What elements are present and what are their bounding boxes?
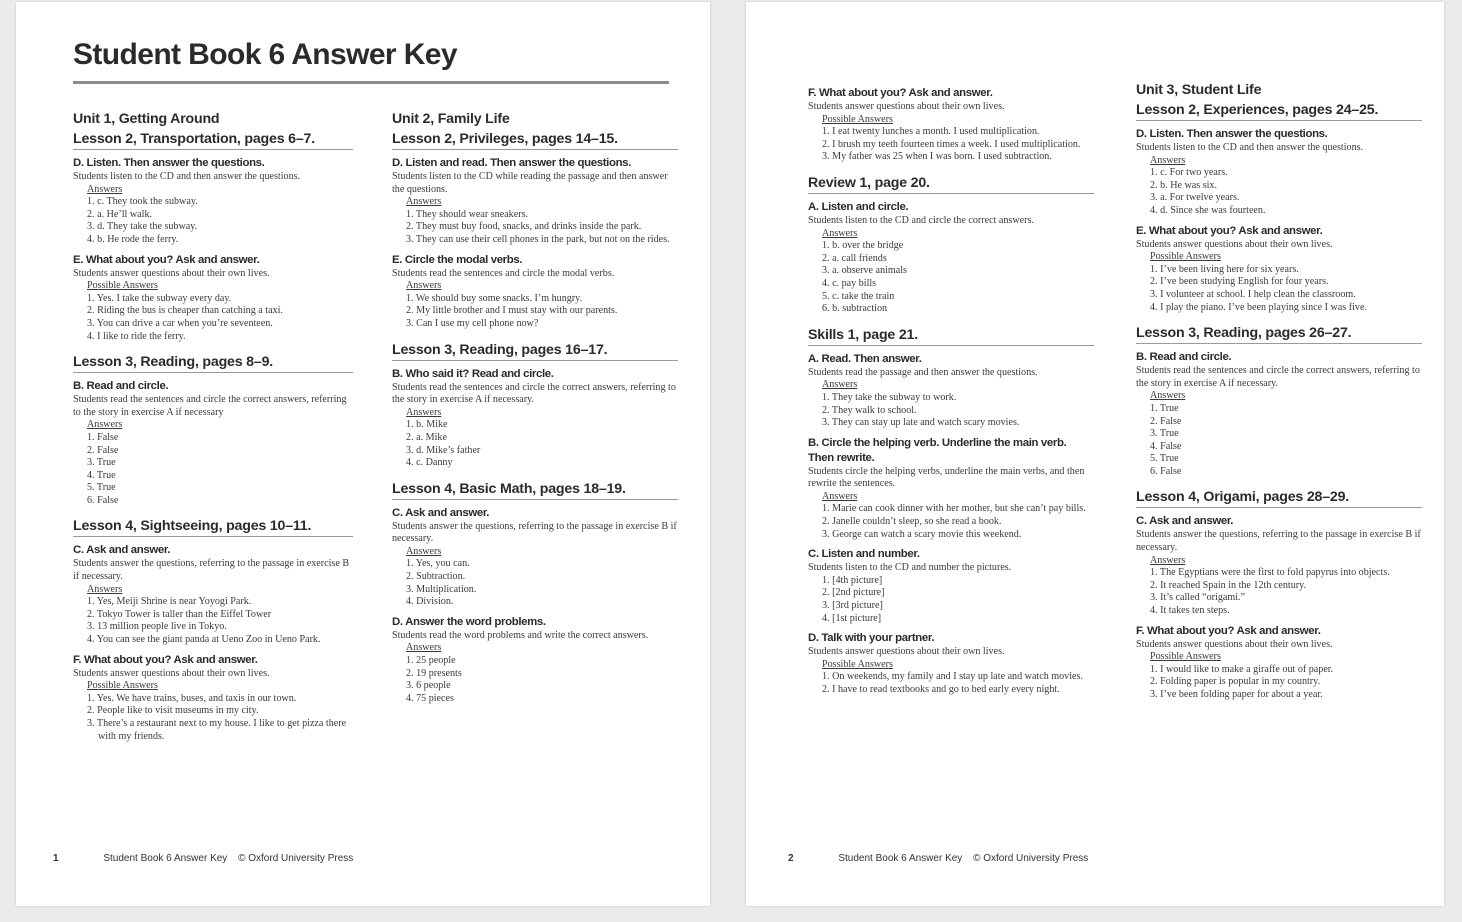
answer-item: 3. d. Mike’s father	[406, 444, 481, 456]
section	[392, 109, 678, 331]
exercise-title: A. Read. Then answer.	[808, 352, 922, 365]
answer-item: 4. You can see the giant panda at Ueno Zoo in Ueno Park.	[87, 634, 321, 646]
section-rule	[73, 372, 353, 373]
answer-item: 2. Tokyo Tower is taller than the Eiffel Tower	[87, 608, 272, 620]
exercise-instructions: Students read the sentences and circle the modal verbs.	[392, 267, 615, 279]
footer-label: Student Book 6 Answer Key	[103, 853, 228, 864]
section-rule	[73, 149, 353, 150]
answer-item: 3. a. For twelve years.	[1150, 192, 1240, 204]
answer-item: 1. c. They took the subway.	[87, 196, 198, 208]
exercise-instructions: Students answer questions about their own lives.	[73, 267, 270, 279]
answer-item: 2. a. He’ll walk.	[87, 208, 153, 220]
exercise	[73, 543, 353, 646]
exercise-title: C. Listen and number.	[808, 548, 920, 561]
exercise-instructions: Students answer questions about their own lives.	[1136, 638, 1333, 650]
page-footer	[53, 853, 353, 864]
answer-item: 2. False	[1150, 415, 1182, 427]
answer-item: 4. 75 pieces	[406, 692, 454, 704]
exercise	[392, 506, 678, 609]
page-1	[16, 2, 710, 906]
answer-list	[808, 228, 1094, 316]
footer-label: Student Book 6 Answer Key	[838, 853, 963, 864]
exercise-instructions: Students read the sentences and circle the correct answers, referring to the story in exercise A if necessary.	[392, 381, 676, 406]
exercise-instructions: Students answer questions about their own lives.	[808, 101, 1005, 112]
answer-item: 2. Janelle couldn’t sleep, so she read a book.	[822, 516, 1002, 528]
exercise-instructions: Students answer the questions, referring to the passage in exercise B if necessary.	[73, 558, 350, 583]
answers-heading: Answers	[1150, 154, 1186, 166]
answer-item: 3. They can use their cell phones in the park, but not on the rides.	[406, 233, 670, 245]
exercise	[73, 156, 353, 247]
exercise-title: E. What about you? Ask and answer.	[1136, 224, 1323, 237]
footer-copyright: © Oxford University Press	[238, 853, 354, 864]
answer-item: 3. I volunteer at school. I help clean the classroom.	[1150, 288, 1356, 300]
page-number: 1	[53, 853, 59, 864]
answer-item: 3. My father was 25 when I was born. I used subtraction.	[822, 151, 1052, 163]
page-number: 2	[788, 853, 794, 864]
answer-item: 2. b. He was six.	[1150, 179, 1218, 191]
unit-title: Unit 2, Family Life	[392, 111, 510, 127]
answer-list	[73, 184, 353, 247]
answer-item: 3. It’s called “origami.”	[1150, 592, 1246, 604]
answers-heading: Possible Answers	[87, 680, 158, 692]
section	[1136, 478, 1422, 701]
exercise-title: F. What about you? Ask and answer.	[808, 87, 993, 99]
answers-heading: Possible Answers	[822, 658, 893, 670]
answer-item: 3. I’ve been folding paper for about a year.	[1150, 689, 1323, 700]
column-3	[808, 80, 1094, 697]
answers-heading: Answers	[406, 196, 442, 208]
answer-item: 2. I’ve been studying English for four years.	[1150, 276, 1329, 288]
section	[392, 470, 678, 706]
exercise-title: D. Answer the word problems.	[392, 615, 546, 628]
answer-item: 1. b. Mike	[406, 419, 448, 431]
exercise-instructions: Students listen to the CD and circle the correct answers.	[808, 214, 1034, 226]
answer-item: 4. d. Since she was fourteen.	[1150, 204, 1266, 216]
exercise	[1136, 350, 1422, 478]
answer-list	[392, 196, 678, 246]
answer-item: 1. I eat twenty lunches a month. I used multiplication.	[822, 126, 1040, 138]
answers-heading: Answers	[406, 406, 442, 418]
exercise-title: E. Circle the modal verbs.	[392, 253, 523, 266]
answers-heading: Answers	[1150, 390, 1186, 402]
answer-item: 5. c. take the train	[822, 290, 895, 302]
answer-item: 4. I play the piano. I’ve been playing since I was five.	[1150, 301, 1367, 313]
answer-item: 3. They can stay up late and watch scary movies.	[822, 417, 1020, 429]
section-rule	[1136, 120, 1422, 121]
answer-item: 1. Marie can cook dinner with her mother, but she can’t pay bills.	[822, 503, 1086, 515]
answers-heading: Answers	[406, 642, 442, 654]
footer-copyright: © Oxford University Press	[973, 853, 1089, 864]
answers-heading: Answers	[87, 419, 123, 431]
answer-item: 3. 6 people	[406, 680, 451, 692]
lesson-title: Lesson 4, Sightseeing, pages 10–11.	[73, 518, 312, 535]
answer-list	[808, 114, 1094, 164]
answer-item: 1. c. For two years.	[1150, 167, 1228, 179]
exercise	[808, 436, 1094, 542]
answer-item: 1. b. over the bridge	[822, 240, 904, 252]
answer-item: 2. People like to visit museums in my city.	[87, 705, 259, 717]
section-rule	[392, 360, 678, 361]
answers-heading: Answers	[406, 280, 442, 292]
answer-item: 4. False	[1150, 440, 1182, 452]
answers-heading: Possible Answers	[822, 113, 893, 125]
section-rule	[1136, 507, 1422, 508]
answer-list	[808, 659, 1094, 697]
lesson-title: Lesson 2, Privileges, pages 14–15.	[392, 131, 618, 147]
title-rule	[73, 81, 669, 84]
answer-item: 1. We should buy some snacks. I’m hungry.	[406, 292, 583, 304]
answer-item: 5. True	[87, 482, 116, 494]
answer-item: 3. True	[1150, 428, 1179, 440]
answer-item: 1. [4th picture]	[822, 574, 883, 586]
answer-item: 2. My little brother and I must stay with our parents.	[406, 305, 618, 317]
lesson-title: Lesson 3, Reading, pages 26–27.	[1136, 325, 1352, 342]
answers-heading: Possible Answers	[1150, 251, 1221, 263]
lesson-title: Lesson 3, Reading, pages 8–9.	[73, 354, 273, 371]
exercise	[808, 86, 1094, 164]
exercise	[392, 253, 678, 331]
answer-item: 2. a. call friends	[822, 252, 887, 264]
lesson-title: Lesson 3, Reading, pages 16–17.	[392, 341, 608, 358]
exercise-instructions: Students listen to the CD and then answer the questions.	[73, 171, 301, 182]
exercise-title: A. Listen and circle.	[808, 200, 909, 213]
answer-item: 2. I brush my teeth fourteen times a week. I used multiplication.	[822, 138, 1081, 150]
section	[808, 316, 1094, 697]
exercise	[1136, 514, 1422, 617]
answer-item: 3. True	[87, 457, 116, 469]
exercise-title: E. What about you? Ask and answer.	[73, 253, 260, 266]
exercise	[1136, 127, 1422, 218]
answer-item: 2. Subtraction.	[406, 571, 466, 583]
answer-item: 3. George can watch a scary movie this weekend.	[822, 528, 1022, 540]
answer-list	[392, 407, 678, 470]
answer-item: 6. False	[87, 494, 119, 506]
exercise-title: D. Listen and read. Then answer the questions.	[392, 157, 631, 169]
exercise-instructions: Students read the sentences and circle the correct answers, referring to the story in exercise A if necessary.	[1136, 365, 1420, 389]
section-rule	[392, 149, 678, 150]
exercise	[808, 200, 1094, 316]
section	[73, 507, 353, 743]
answer-item: 6. b. subtraction	[822, 303, 888, 315]
answer-item: 4. c. Danny	[406, 457, 453, 469]
answer-list	[1136, 651, 1422, 701]
section	[73, 343, 353, 507]
answers-heading: Answers	[822, 379, 858, 391]
section	[392, 331, 678, 470]
exercise	[392, 615, 678, 706]
exercise	[392, 367, 678, 470]
exercise-title: D. Listen. Then answer the questions.	[73, 157, 265, 169]
exercise-title: C. Ask and answer.	[73, 544, 171, 557]
answer-item: 4. I like to ride the ferry.	[87, 330, 186, 342]
answers-heading: Answers	[406, 545, 442, 557]
exercise	[392, 156, 678, 247]
answer-item: 1. They take the subway to work.	[822, 391, 957, 403]
answer-item: 1. I’ve been living here for six years.	[1150, 263, 1299, 275]
page-footer	[788, 853, 1088, 864]
exercise-instructions: Students circle the helping verbs, underline the main verbs, and then rewrite the sentences.	[808, 465, 1085, 490]
section	[808, 86, 1094, 164]
answer-item: 2. It reached Spain in the 12th century.	[1150, 579, 1307, 591]
answer-item: 4. [1st picture]	[822, 612, 882, 624]
answers-heading: Answers	[822, 227, 858, 239]
answer-list	[73, 419, 353, 507]
answer-item: 3. Multiplication.	[406, 583, 477, 595]
answer-item: 4. Division.	[406, 596, 454, 608]
answer-list	[1136, 155, 1422, 218]
answer-list	[392, 280, 678, 330]
answer-item: 4. It takes ten steps.	[1150, 605, 1230, 617]
exercise-instructions: Students listen to the CD and then answer the questions.	[1136, 142, 1364, 153]
exercise-instructions: Students answer questions about their own lives.	[1136, 238, 1333, 250]
answer-list	[808, 379, 1094, 429]
section	[1136, 80, 1422, 314]
exercise-title: D. Listen. Then answer the questions.	[1136, 128, 1328, 140]
column-4	[1136, 80, 1422, 702]
answer-item: 2. Riding the bus is cheaper than catching a taxi.	[87, 305, 283, 317]
exercise-title: C. Ask and answer.	[1136, 515, 1234, 528]
exercise-instructions: Students answer questions about their own lives.	[808, 646, 1005, 658]
section-rule	[1136, 343, 1422, 344]
section	[1136, 314, 1422, 478]
answer-item: 4. True	[87, 469, 116, 481]
answer-item: 3. Can I use my cell phone now?	[406, 317, 539, 329]
answer-item: 5. True	[1150, 453, 1179, 465]
exercise	[73, 379, 353, 507]
section-rule	[392, 499, 678, 500]
unit-title: Unit 3, Student Life	[1136, 82, 1262, 98]
answer-list	[1136, 555, 1422, 618]
lesson-title: Lesson 2, Transportation, pages 6–7.	[73, 131, 315, 147]
answer-item: 1. The Egyptians were the first to fold papyrus into objects.	[1150, 567, 1390, 579]
section-rule	[73, 536, 353, 537]
lesson-title: Review 1, page 20.	[808, 174, 930, 191]
answer-item: 2. a. Mike	[406, 431, 447, 443]
answer-item: 2. I have to read textbooks and go to bed early every night.	[822, 684, 1060, 695]
answer-item: 3. 13 million people live in Tokyo.	[87, 621, 227, 633]
answer-item: 1. Yes, you can.	[406, 558, 470, 570]
exercise-instructions: Students answer the questions, referring to the passage in exercise B if necessary.	[392, 520, 677, 545]
exercise-title: F. What about you? Ask and answer.	[73, 653, 258, 666]
answer-list	[392, 546, 678, 609]
answer-item: 3. a. observe animals	[822, 265, 907, 277]
answer-item: 2. They must buy food, snacks, and drinks inside the park.	[406, 221, 642, 233]
answer-list	[1136, 251, 1422, 314]
exercise	[808, 631, 1094, 696]
lesson-title: Lesson 4, Origami, pages 28–29.	[1136, 489, 1350, 506]
exercise-instructions: Students listen to the CD while reading the passage and then answer the questions.	[392, 171, 668, 195]
answers-heading: Answers	[87, 583, 123, 595]
answers-heading: Answers	[87, 183, 123, 195]
exercise-title: B. Read and circle.	[73, 380, 169, 393]
exercise-instructions: Students read the passage and then answer the questions.	[808, 366, 1038, 378]
answer-item: 1. Yes, Meiji Shrine is near Yoyogi Park.	[87, 596, 252, 608]
answer-list	[808, 575, 1094, 625]
answers-heading: Answers	[1150, 554, 1186, 566]
exercise	[1136, 224, 1422, 315]
exercise-instructions: Students answer the questions, referring to the passage in exercise B if necessary.	[1136, 529, 1421, 554]
answers-heading: Possible Answers	[87, 280, 158, 292]
answer-item: 2. [2nd picture]	[822, 587, 885, 599]
exercise	[73, 653, 353, 744]
answer-item: 1. I would like to make a giraffe out of paper.	[1150, 663, 1334, 675]
lesson-title: Lesson 4, Basic Math, pages 18–19.	[392, 480, 626, 497]
document-title: Student Book 6 Answer Key	[73, 38, 457, 71]
page-2	[746, 2, 1444, 906]
answer-item: 6. False	[1150, 465, 1182, 477]
answer-item: 1. Yes. We have trains, buses, and taxis in our town.	[87, 692, 297, 704]
exercise	[808, 352, 1094, 430]
answer-item: 1. True	[1150, 402, 1179, 414]
exercise-title: F. What about you? Ask and answer.	[1136, 624, 1321, 637]
exercise	[808, 547, 1094, 625]
answer-item: 3. There’s a restaurant next to my house. I like to get pizza there with my friends.	[87, 718, 347, 742]
answer-item: 1. On weekends, my family and I stay up late and watch movies.	[822, 671, 1083, 683]
answer-item: 2. False	[87, 444, 119, 456]
section-rule	[808, 345, 1094, 346]
exercise	[1136, 624, 1422, 702]
answer-item: 4. b. He rode the ferry.	[87, 233, 179, 245]
exercise-title: B. Read and circle.	[1136, 351, 1232, 364]
answer-list	[73, 584, 353, 647]
answers-heading: Answers	[822, 490, 858, 502]
answer-list	[1136, 390, 1422, 478]
exercise-instructions: Students read the sentences and circle the correct answers, referring to the story in exercise A if necessary	[73, 394, 347, 418]
answer-list	[73, 280, 353, 343]
exercise-title: B. Circle the helping verb. Underline the main verb. Then rewrite.	[808, 436, 1067, 464]
lesson-title: Skills 1, page 21.	[808, 326, 918, 343]
answer-item: 2. Folding paper is popular in my country.	[1150, 676, 1321, 688]
unit-title: Unit 1, Getting Around	[73, 111, 220, 127]
section	[73, 109, 353, 343]
answer-list	[392, 642, 678, 705]
answer-item: 2. 19 presents	[406, 667, 462, 679]
exercise-instructions: Students answer questions about their own lives.	[73, 667, 270, 679]
exercise-instructions: Students listen to the CD and number the pictures.	[808, 562, 1012, 574]
answers-heading: Possible Answers	[1150, 651, 1221, 663]
answer-item: 4. c. pay bills	[822, 277, 877, 289]
exercise-title: D. Talk with your partner.	[808, 632, 935, 645]
section	[808, 164, 1094, 316]
answer-list	[808, 491, 1094, 541]
answer-item: 3. d. They take the subway.	[87, 221, 198, 233]
exercise-instructions: Students read the word problems and write the correct answers.	[392, 629, 649, 641]
answer-item: 1. 25 people	[406, 655, 456, 667]
answer-list	[73, 680, 353, 743]
column-2	[392, 109, 678, 705]
exercise-title: B. Who said it? Read and circle.	[392, 367, 554, 380]
answer-item: 1. They should wear sneakers.	[406, 208, 529, 220]
answer-item: 1. False	[87, 431, 119, 443]
exercise	[73, 253, 353, 344]
answer-item: 3. [3rd picture]	[822, 600, 883, 612]
answer-item: 2. They walk to school.	[822, 404, 917, 416]
section-rule	[808, 193, 1094, 194]
exercise-title: C. Ask and answer.	[392, 506, 490, 519]
answer-item: 3. You can drive a car when you’re seventeen.	[87, 317, 273, 329]
lesson-title: Lesson 2, Experiences, pages 24–25.	[1136, 102, 1379, 118]
answer-item: 1. Yes. I take the subway every day.	[87, 292, 232, 304]
column-1	[73, 109, 353, 743]
